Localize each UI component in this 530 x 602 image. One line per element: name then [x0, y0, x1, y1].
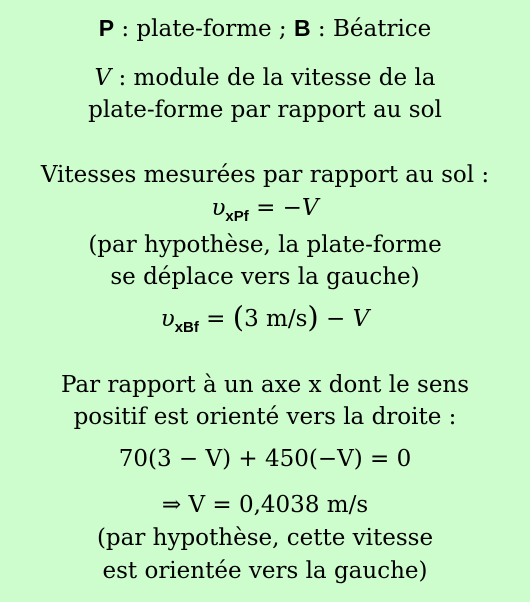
measured-velocities-heading: Vitesses mesurées par rapport au sol : [40, 162, 490, 188]
legend-line [0, 13, 530, 44]
vbf-subscript: xBf [174, 319, 199, 336]
vpf-rhs: = −V [248, 195, 319, 221]
vbf-equation [0, 301, 530, 337]
hypothesis-1-line-2: se déplace vers la gauche) [110, 264, 420, 290]
vbf-paren-open: ( [232, 300, 245, 334]
b-description: : Béatrice [310, 16, 432, 42]
hypothesis-1-line-1: (par hypothèse, la plate-forme [88, 232, 442, 258]
vbf-equals: = [198, 306, 233, 332]
vbf-paren-close: ) [307, 300, 319, 334]
vbf-symbol: υ [160, 306, 175, 332]
axis-line-2: positif est orienté vers la droite : [73, 404, 457, 430]
v-definition-line-2: plate-forme par rapport au sol [88, 97, 442, 123]
v-definition-text: : module de la vitesse de la [111, 65, 436, 91]
p-symbol: P [98, 15, 115, 41]
hypothesis-2-line-1: (par hypothèse, cette vitesse [96, 525, 434, 551]
implies-arrow: ⇒ [161, 492, 182, 518]
result-line [0, 490, 530, 520]
result-value: V = 0,4038 m/s [181, 492, 369, 518]
vpf-equation [0, 193, 530, 226]
hypothesis-2-line-2: est orientée vers la gauche) [102, 558, 428, 584]
vbf-tail: − V [318, 306, 370, 332]
vpf-symbol: υ [211, 195, 226, 221]
v-symbol: V [94, 65, 112, 91]
axis-line-1: Par rapport à un axe x dont le sens [60, 372, 470, 398]
v-definition-line-1 [0, 63, 530, 93]
momentum-equation: 70(3 − V) + 450(−V) = 0 [118, 446, 412, 472]
vpf-subscript: xPf [225, 208, 249, 225]
b-symbol: B [293, 15, 311, 41]
p-description: : plate-forme ; [114, 16, 294, 42]
vbf-value: 3 m/s [244, 306, 308, 332]
